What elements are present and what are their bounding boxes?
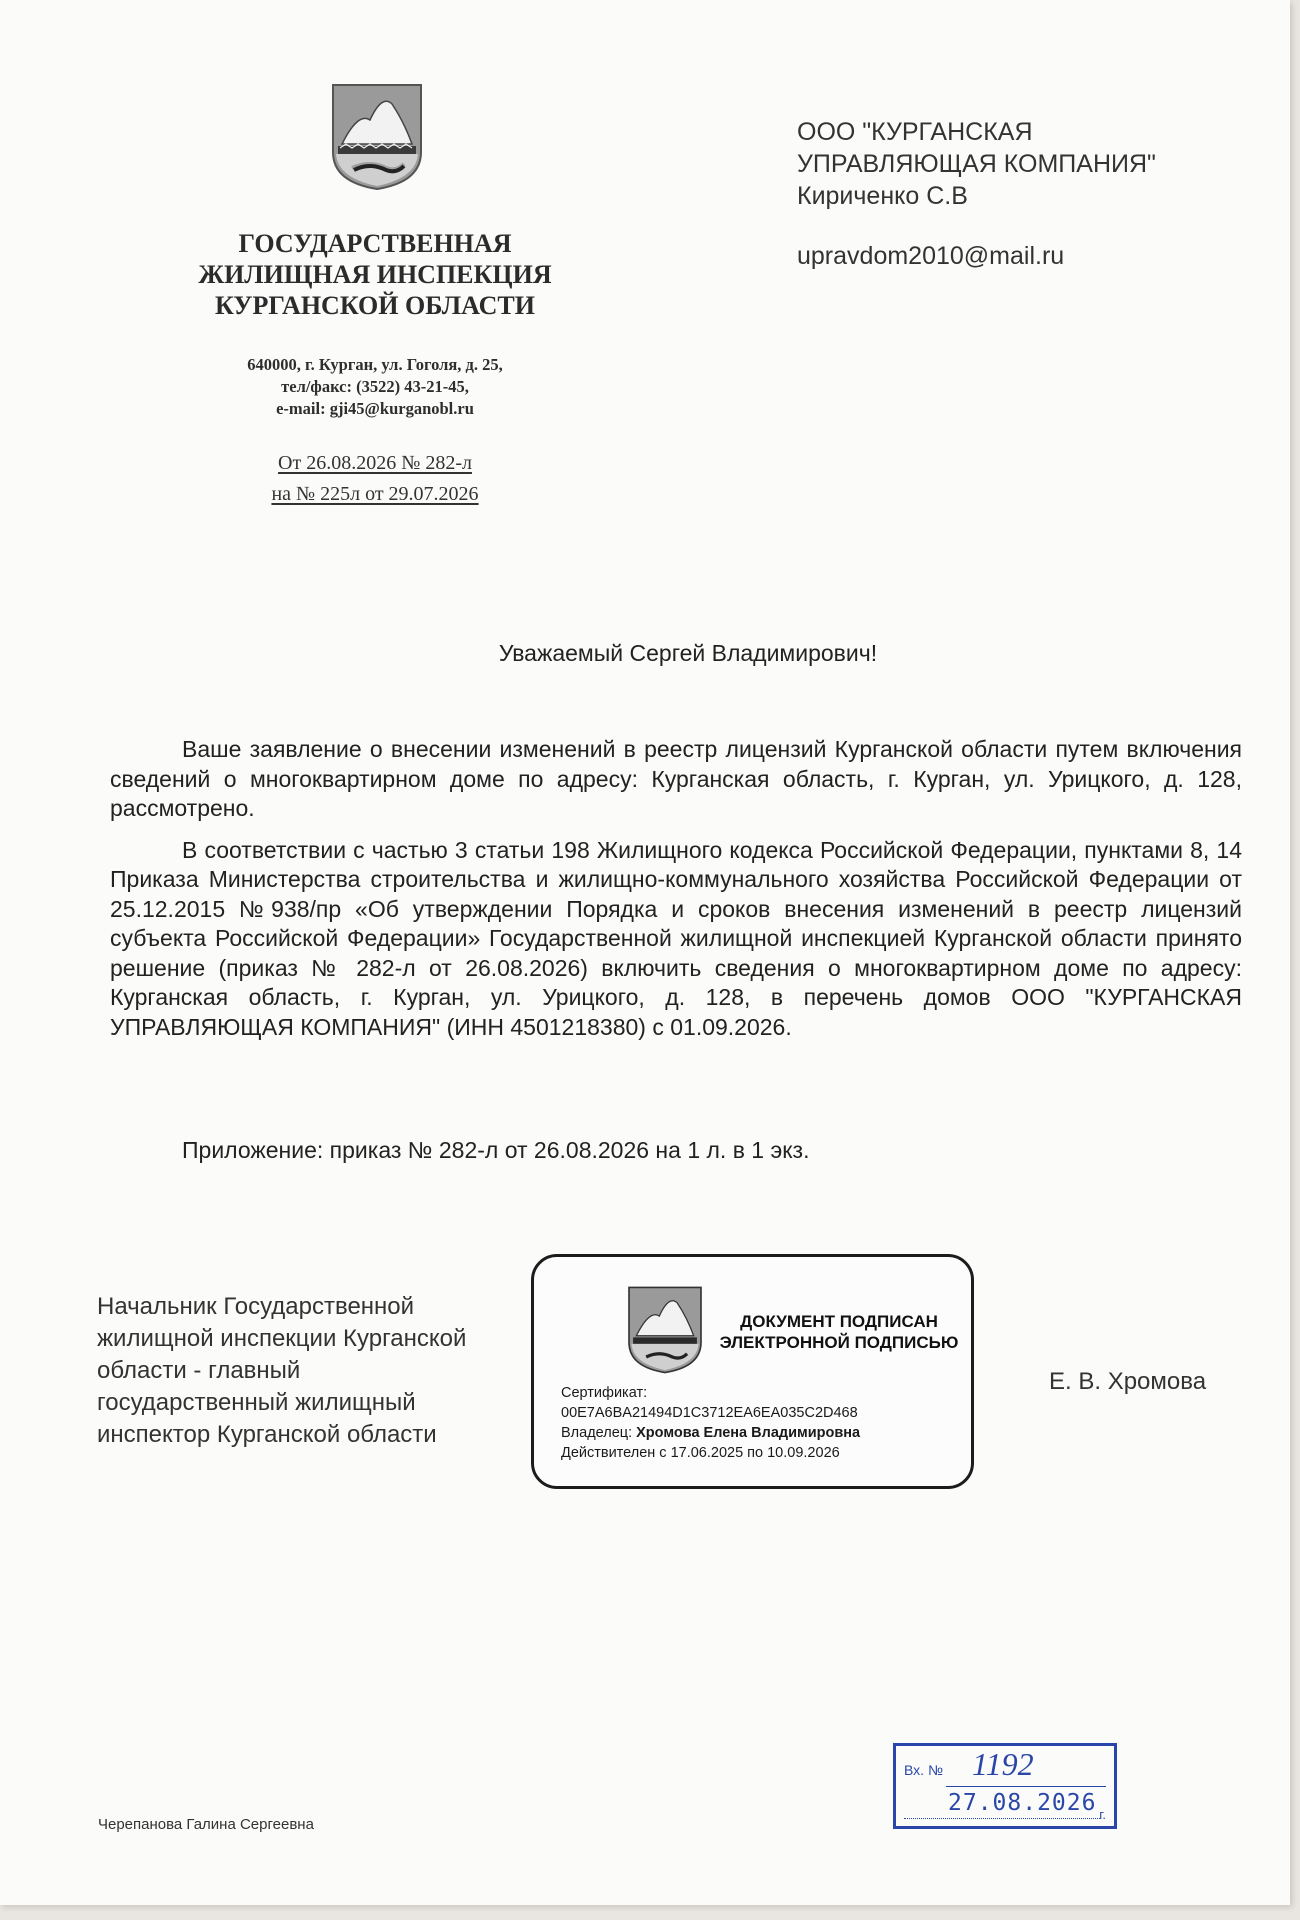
incoming-label: Вх. № (904, 1762, 943, 1778)
salutation: Уважаемый Сергей Владимирович! (498, 640, 878, 666)
cert-owner: Владелец: Хромова Елена Владимировна (561, 1425, 861, 1441)
addressee-email: upravdom2010@mail.ru (797, 242, 1065, 270)
incoming-date: 27.08.2026 (948, 1790, 1097, 1816)
sender-phone: тел/факс: (3522) 43-21-45, (281, 377, 469, 396)
org-name-line: ЖИЛИЩНАЯ ИНСПЕКЦИЯ (198, 260, 552, 289)
letter-body (110, 735, 1242, 1054)
incoming-number: 1192 (972, 1746, 1034, 1782)
stamp-heading-line: ЭЛЕКТРОННОЙ ПОДПИСЬЮ (719, 1333, 959, 1352)
stamp-rule (946, 1786, 1106, 1787)
electronic-signature-stamp (531, 1254, 974, 1489)
addressee-block (797, 116, 1217, 272)
signatory-title-line: инспектор Курганской области (97, 1421, 437, 1448)
sender-address: 640000, г. Курган, ул. Гоголя, д. 25, (247, 355, 503, 374)
owner-name: Хромова Елена Владимировна (636, 1425, 861, 1441)
body-paragraph: Ваше заявление о внесении изменений в реестр лицензий Курганской области путем включения сведений о многоквартирном доме по адресу: Курганская область, г. Курган, ул. Урицкого, д. 128, рассмотрено. (110, 736, 1242, 821)
reply-ref: на № 225л от 29.07.2026 (271, 483, 479, 505)
signatory-title-line: области - главный (97, 1357, 301, 1384)
stamp-coat-of-arms-icon (626, 1285, 704, 1375)
stamp-rule (904, 1818, 1100, 1819)
addressee-line: УПРАВЛЯЮЩАЯ КОМПАНИЯ" (797, 150, 1156, 178)
cert-number: 00E7A6BA21494D1C3712EA6EA035C2D468 (561, 1405, 858, 1421)
signatory-name: Е. В. Хромова (1049, 1368, 1207, 1395)
stamp-heading (714, 1311, 964, 1353)
addressee-name: Кириченко С.В (797, 182, 968, 210)
signatory-title-line: государственный жилищный (97, 1389, 416, 1416)
signatory-title (97, 1291, 537, 1451)
signatory-title-line: Начальник Государственной (97, 1293, 415, 1320)
addressee-line: ООО "КУРГАНСКАЯ (797, 118, 1033, 146)
executor-name: Черепанова Галина Сергеевна (98, 1816, 314, 1833)
stamp-heading-line: ДОКУМЕНТ ПОДПИСАН (740, 1312, 938, 1331)
coat-of-arms-icon (330, 82, 424, 192)
cert-validity: Действителен с 17.06.2025 по 10.09.2026 (561, 1445, 840, 1461)
outgoing-ref: От 26.08.2026 № 282-л (278, 452, 472, 474)
registration-refs (180, 448, 570, 510)
org-name-line: КУРГАНСКОЙ ОБЛАСТИ (215, 291, 535, 320)
attachment-note: Приложение: приказ № 282-л от 26.08.2026 на 1 л. в 1 экз. (182, 1137, 810, 1163)
sender-contacts (180, 354, 570, 420)
signatory-title-line: жилищной инспекции Курганской (97, 1325, 467, 1352)
sender-org-name (160, 228, 590, 321)
org-name-line: ГОСУДАРСТВЕННАЯ (238, 229, 512, 258)
stamp-details (561, 1383, 961, 1463)
cert-label: Сертификат: (561, 1385, 648, 1401)
incoming-suffix: г. (1099, 1807, 1106, 1822)
body-paragraph: В соответствии с частью 3 статьи 198 Жилищного кодекса Российской Федерации, пунктами 8, 14 Приказа Министерства строительства и жилищно-коммунального хозяйства Российской Федерации от 25.12.2015 №938/пр «Об утверждении Порядка и сроков внесения изменений в реестр лицензий субъекта Российской Федерации» Государственной жилищной инспекцией Курганской области принято решение (приказ № 282-л от 26.08.2026) включить сведения о многоквартирном доме по адресу: Курганская область, г. Курган, ул. Урицкого, д. 128, в перечень домов ООО "КУРГАНСКАЯ УПРАВЛЯЮЩАЯ КОМПАНИЯ" (ИНН 4501218380) с 01.09.2026. (110, 836, 1242, 1040)
sender-email: e-mail: gji45@kurganobl.ru (276, 399, 474, 418)
incoming-registration-stamp (893, 1743, 1117, 1829)
